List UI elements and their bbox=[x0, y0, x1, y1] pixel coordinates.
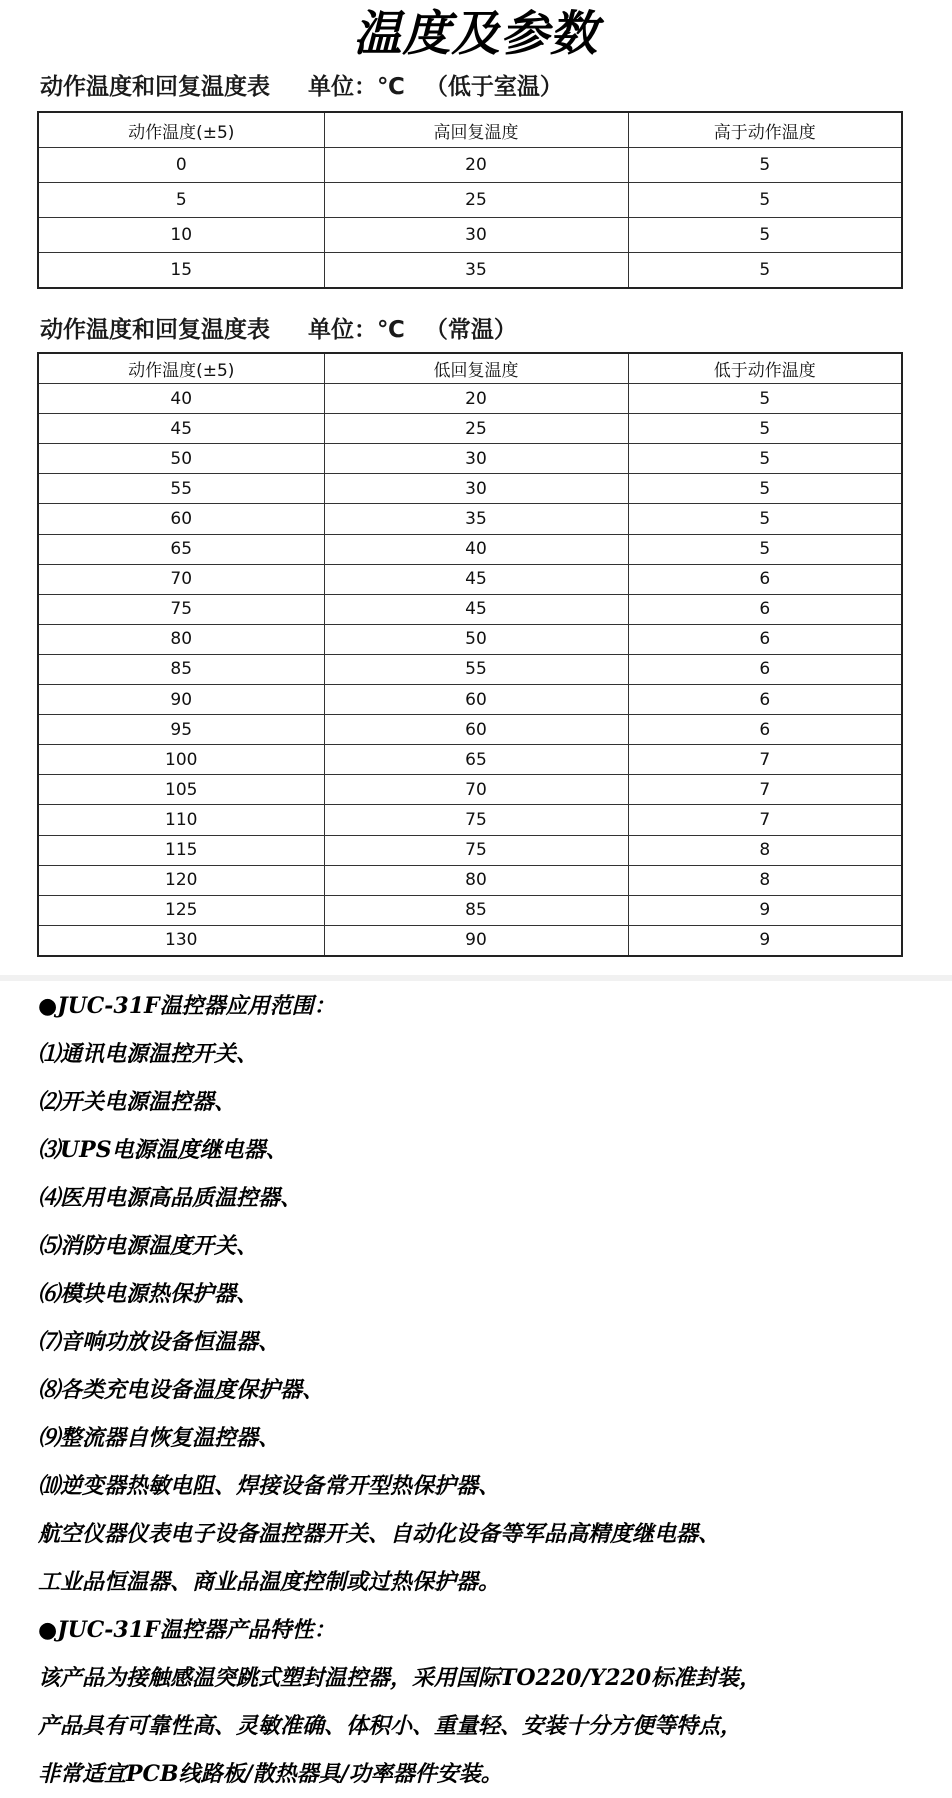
table-row bbox=[38, 414, 902, 444]
table-cell: 8 bbox=[628, 835, 902, 865]
column-header: 动作温度(±5) bbox=[38, 353, 324, 384]
table-row bbox=[38, 775, 902, 805]
table-cell: 20 bbox=[324, 384, 628, 414]
table-cell: 45 bbox=[324, 564, 628, 594]
table-row bbox=[38, 745, 902, 775]
table-cell: 120 bbox=[38, 865, 324, 895]
table-cell: 5 bbox=[628, 148, 902, 183]
note-line: ⑶UPS电源温度继电器、 bbox=[38, 1137, 288, 1163]
table-row bbox=[38, 474, 902, 504]
table-row bbox=[38, 148, 902, 183]
table2-caption-title: 动作温度和回复温度表 bbox=[40, 317, 270, 343]
table-cell: 90 bbox=[324, 925, 628, 956]
note-line: 航空仪器仪表电子设备温控器开关、自动化设备等军品高精度继电器、 bbox=[38, 1521, 721, 1547]
table-cell: 45 bbox=[38, 414, 324, 444]
table-cell: 60 bbox=[324, 715, 628, 745]
table2-condition: （常温） bbox=[424, 317, 517, 343]
section-divider bbox=[0, 975, 952, 981]
table-cell: 5 bbox=[628, 474, 902, 504]
table-cell: 40 bbox=[324, 534, 628, 564]
table-cell: 6 bbox=[628, 654, 902, 684]
table-cell: 90 bbox=[38, 685, 324, 715]
table-cell: 6 bbox=[628, 594, 902, 624]
table-cell: 7 bbox=[628, 745, 902, 775]
table-cell: 75 bbox=[38, 594, 324, 624]
note-line: ⑼整流器自恢复温控器、 bbox=[38, 1425, 281, 1451]
table-row bbox=[38, 504, 902, 534]
table-cell: 6 bbox=[628, 624, 902, 654]
table-cell: 65 bbox=[38, 534, 324, 564]
table-row bbox=[38, 564, 902, 594]
note-line: ●JUC-31F温控器产品特性： bbox=[38, 1617, 336, 1643]
table-cell: 6 bbox=[628, 715, 902, 745]
note-line: ⑺音响功放设备恒温器、 bbox=[38, 1329, 281, 1355]
table-cell: 85 bbox=[38, 654, 324, 684]
table-header-row bbox=[38, 353, 902, 384]
table-cell: 30 bbox=[324, 218, 628, 253]
table-row bbox=[38, 895, 902, 925]
table-row bbox=[38, 624, 902, 654]
note-line: ⑴通讯电源温控开关、 bbox=[38, 1041, 259, 1067]
table-cell: 100 bbox=[38, 745, 324, 775]
table-row bbox=[38, 534, 902, 564]
table-cell: 9 bbox=[628, 925, 902, 956]
table-cell: 10 bbox=[38, 218, 324, 253]
table-cell: 40 bbox=[38, 384, 324, 414]
table-cell: 25 bbox=[324, 183, 628, 218]
table-cell: 6 bbox=[628, 685, 902, 715]
table-cell: 5 bbox=[628, 414, 902, 444]
table-cell: 75 bbox=[324, 835, 628, 865]
table-cell: 7 bbox=[628, 775, 902, 805]
table-cell: 5 bbox=[628, 218, 902, 253]
table-cell: 115 bbox=[38, 835, 324, 865]
table2-unit: 单位：℃ bbox=[308, 317, 405, 343]
table-cell: 60 bbox=[38, 504, 324, 534]
page-title: 温度及参数 bbox=[353, 6, 599, 62]
table-cell: 5 bbox=[628, 384, 902, 414]
table2-caption bbox=[40, 315, 517, 345]
column-header: 高回复温度 bbox=[324, 112, 628, 148]
table-header-row bbox=[38, 112, 902, 148]
table-row bbox=[38, 654, 902, 684]
column-header: 动作温度(±5) bbox=[38, 112, 324, 148]
table1-condition: （低于室温） bbox=[424, 74, 563, 100]
table-cell: 60 bbox=[324, 685, 628, 715]
note-line: ⑽逆变器热敏电阻、焊接设备常开型热保护器、 bbox=[38, 1473, 501, 1499]
table-row bbox=[38, 805, 902, 835]
table-cell: 80 bbox=[324, 865, 628, 895]
table-cell: 25 bbox=[324, 414, 628, 444]
table-row bbox=[38, 218, 902, 253]
table-row bbox=[38, 925, 902, 956]
column-header: 低于动作温度 bbox=[628, 353, 902, 384]
table-cell: 7 bbox=[628, 805, 902, 835]
table-row bbox=[38, 835, 902, 865]
note-line: 该产品为接触感温突跳式塑封温控器，采用国际TO220/Y220标准封装， bbox=[38, 1665, 762, 1691]
table-row bbox=[38, 444, 902, 474]
table-row bbox=[38, 685, 902, 715]
table-cell: 70 bbox=[324, 775, 628, 805]
table-cell: 85 bbox=[324, 895, 628, 925]
note-line: ⑻各类充电设备温度保护器、 bbox=[38, 1377, 325, 1403]
note-line: ⑸消防电源温度开关、 bbox=[38, 1233, 259, 1259]
product-notes bbox=[38, 982, 938, 1798]
table-cell: 65 bbox=[324, 745, 628, 775]
table-cell: 35 bbox=[324, 504, 628, 534]
note-line: ⑵开关电源温控器、 bbox=[38, 1089, 237, 1115]
table1-caption bbox=[40, 72, 563, 102]
table-cell: 55 bbox=[38, 474, 324, 504]
note-line: 非常适宜PCB线路板/散热器具/功率器件安装。 bbox=[38, 1761, 503, 1787]
table-cell: 50 bbox=[324, 624, 628, 654]
table-cell: 6 bbox=[628, 564, 902, 594]
table-cell: 5 bbox=[628, 504, 902, 534]
recovery-table-normal-temp bbox=[37, 352, 903, 957]
table1-unit: 单位：℃ bbox=[308, 74, 405, 100]
table-cell: 80 bbox=[38, 624, 324, 654]
column-header: 高于动作温度 bbox=[628, 112, 902, 148]
note-line: ●JUC-31F温控器应用范围： bbox=[38, 993, 336, 1019]
table-cell: 130 bbox=[38, 925, 324, 956]
table-cell: 15 bbox=[38, 253, 324, 289]
note-line: ⑷医用电源高品质温控器、 bbox=[38, 1185, 303, 1211]
table-cell: 110 bbox=[38, 805, 324, 835]
table-cell: 5 bbox=[628, 444, 902, 474]
table-row bbox=[38, 183, 902, 218]
note-line: 工业品恒温器、商业品温度控制或过热保护器。 bbox=[38, 1569, 501, 1595]
table-cell: 30 bbox=[324, 444, 628, 474]
note-line: 产品具有可靠性高、灵敏准确、体积小、重量轻、安装十分方便等特点， bbox=[38, 1713, 743, 1739]
table-cell: 125 bbox=[38, 895, 324, 925]
table-cell: 8 bbox=[628, 865, 902, 895]
table-cell: 55 bbox=[324, 654, 628, 684]
table-cell: 45 bbox=[324, 594, 628, 624]
table-cell: 105 bbox=[38, 775, 324, 805]
column-header: 低回复温度 bbox=[324, 353, 628, 384]
table-cell: 5 bbox=[38, 183, 324, 218]
recovery-table-below-room-temp bbox=[37, 111, 903, 289]
table-row bbox=[38, 865, 902, 895]
table1-caption-title: 动作温度和回复温度表 bbox=[40, 74, 270, 100]
table-row bbox=[38, 384, 902, 414]
table-cell: 30 bbox=[324, 474, 628, 504]
table-cell: 50 bbox=[38, 444, 324, 474]
table-cell: 70 bbox=[38, 564, 324, 594]
table-cell: 5 bbox=[628, 183, 902, 218]
table-cell: 5 bbox=[628, 253, 902, 289]
table-cell: 20 bbox=[324, 148, 628, 183]
table-cell: 75 bbox=[324, 805, 628, 835]
table-row bbox=[38, 715, 902, 745]
note-line: ⑹模块电源热保护器、 bbox=[38, 1281, 259, 1307]
table-row bbox=[38, 253, 902, 289]
table-cell: 95 bbox=[38, 715, 324, 745]
table-row bbox=[38, 594, 902, 624]
table-cell: 9 bbox=[628, 895, 902, 925]
table-cell: 5 bbox=[628, 534, 902, 564]
table-cell: 0 bbox=[38, 148, 324, 183]
table-cell: 35 bbox=[324, 253, 628, 289]
